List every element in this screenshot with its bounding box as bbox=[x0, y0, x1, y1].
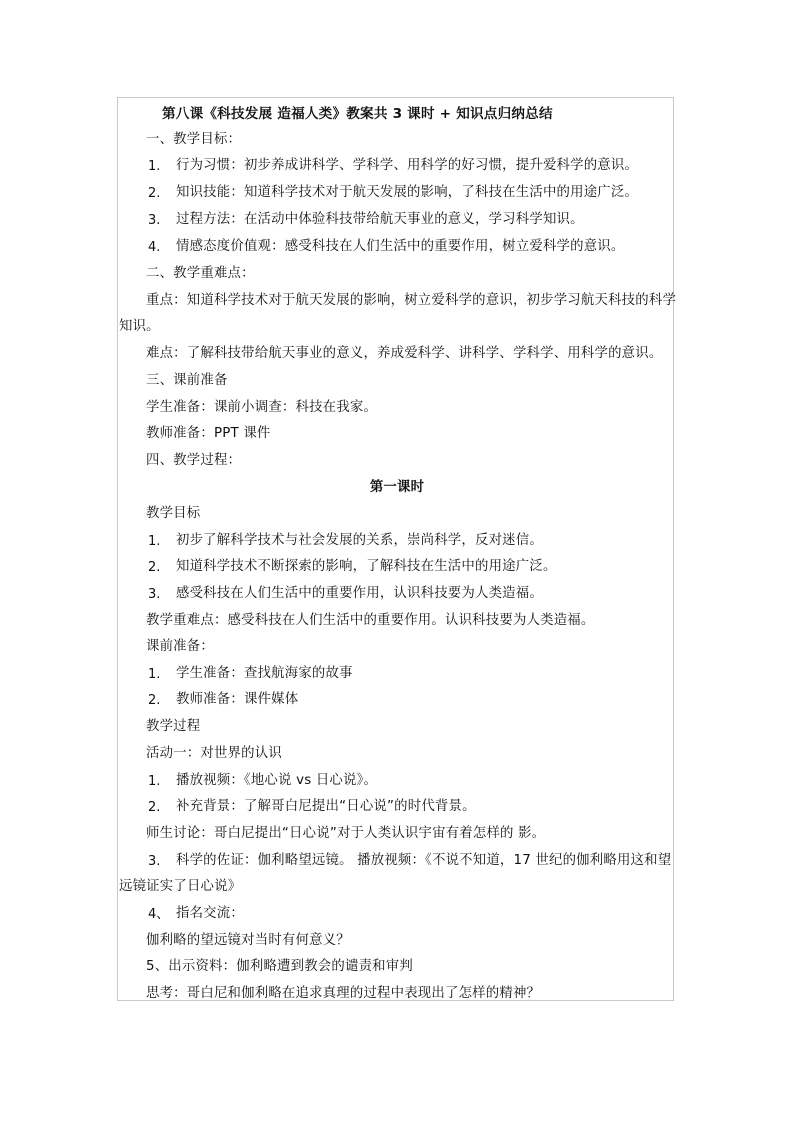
list-item: 学生准备：查找航海家的故事 bbox=[176, 666, 353, 681]
list-item-cont: 远镜证实了日心说》 bbox=[119, 879, 242, 894]
list-item: 播放视频：《地心说 vs 日心说》。 bbox=[176, 773, 378, 788]
document-title: 第八课《科技发展 造福人类》教案共 3 课时 + 知识点归纳总结 bbox=[162, 106, 553, 122]
lesson-goal-heading: 教学目标 bbox=[146, 506, 201, 521]
teacher-prep: 教师准备：PPT 课件 bbox=[146, 426, 271, 441]
list-item: 行为习惯：初步养成讲科学、学科学、用科学的好习惯，提升爱科学的意识。 bbox=[176, 158, 639, 173]
list-item: 过程方法：在活动中体验科技带给航天事业的意义，学习科学知识。 bbox=[176, 212, 584, 227]
list-number: 1. bbox=[148, 667, 161, 682]
lesson-keypoint: 教学重难点：感受科技在人们生活中的重要作用。认识科技要为人类造福。 bbox=[146, 613, 595, 628]
student-prep: 学生准备：课前小调查：科技在我家。 bbox=[146, 400, 378, 415]
list-item: 情感态度价值观：感受科技在人们生活中的重要作用，树立爱科学的意识。 bbox=[176, 239, 625, 254]
list-number: 2. bbox=[148, 186, 161, 201]
list-number: 3. bbox=[148, 213, 161, 228]
list-number: 2. bbox=[148, 800, 161, 815]
reflection-text: 思考：哥白尼和伽利略在追求真理的过程中表现出了怎样的精神？ bbox=[146, 986, 541, 1001]
section-heading-process: 四、教学过程： bbox=[146, 453, 242, 468]
list-number: 2. bbox=[148, 560, 161, 575]
list-item: 补充背景：了解哥白尼提出“日心说”的时代背景。 bbox=[176, 799, 476, 814]
lesson-title: 第一课时 bbox=[369, 480, 425, 495]
list-number: 2. bbox=[148, 693, 161, 708]
discussion-text: 师生讨论：哥白尼提出“日心说”对于人类认识宇宙有着怎样的 影。 bbox=[146, 826, 546, 841]
activity-heading: 活动一：对世界的认识 bbox=[146, 746, 282, 761]
question-text: 伽利略的望远镜对当时有何意义？ bbox=[146, 933, 350, 948]
list-number: 1. bbox=[148, 534, 161, 549]
list-number: 1. bbox=[148, 159, 161, 174]
list-item: 感受科技在人们生活中的重要作用，认识科技要为人类造福。 bbox=[176, 586, 543, 601]
list-number: 4、 bbox=[148, 907, 170, 922]
list-number: 3. bbox=[148, 854, 161, 869]
key-point-text-cont: 知识。 bbox=[119, 319, 160, 334]
difficult-point-text: 难点：了解科技带给航天事业的意义，养成爱科学、讲科学、学科学、用科学的意识。 bbox=[146, 346, 663, 361]
section-heading-keypoints: 二、教学重难点： bbox=[146, 266, 255, 281]
lesson-prep-heading: 课前准备： bbox=[146, 639, 214, 654]
list-item: 指名交流： bbox=[176, 906, 244, 921]
key-point-text: 重点：知道科学技术对于航天发展的影响，树立爱科学的意识，初步学习航天科技的科学 bbox=[146, 293, 677, 308]
list-number: 3. bbox=[148, 587, 161, 602]
section-heading-goals: 一、教学目标： bbox=[146, 132, 242, 147]
list-item: 知道科学技术不断探索的影响，了解科技在生活中的用途广泛。 bbox=[176, 559, 557, 574]
list-number: 1. bbox=[148, 774, 161, 789]
list-number: 4. bbox=[148, 240, 161, 255]
process-heading: 教学过程 bbox=[146, 719, 201, 734]
material-text: 5、出示资料：伽利略遭到教会的谴责和审判 bbox=[146, 959, 413, 974]
list-item: 科学的佐证：伽利略望远镜。 播放视频：《不说不知道，17 世纪的伽利略用这和望 bbox=[176, 853, 672, 868]
section-heading-prep: 三、课前准备 bbox=[146, 373, 228, 388]
list-item: 初步了解科学技术与社会发展的关系，崇尚科学，反对迷信。 bbox=[176, 533, 543, 548]
list-item: 教师准备：课件媒体 bbox=[176, 692, 299, 707]
list-item: 知识技能：知道科学技术对于航天发展的影响，了科技在生活中的用途广泛。 bbox=[176, 185, 639, 200]
